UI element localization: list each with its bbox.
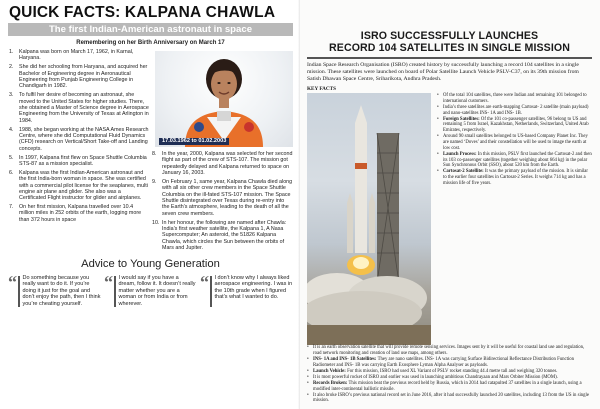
quote-mark-icon: “ bbox=[8, 271, 17, 292]
fact-text: Kalpana was the first Indian-American astronaut and the first India-born woman in space. She was certified with a commercial pilot license for the seaplanes, multi engine air plane and glider. She also was a Certificated Flight instructor for glider and airplanes. bbox=[19, 169, 148, 202]
fact-number: 1. bbox=[9, 49, 14, 55]
key-fact-item bbox=[307, 357, 592, 369]
fact-number: 2. bbox=[9, 64, 14, 71]
key-fact-text: This mission beat the previous record held by Russia, which in 2014 had catapulted 37 satellites in a single launch, using a modified inter-continental ballistic missile. bbox=[313, 380, 582, 392]
fact-number: 4. bbox=[9, 126, 14, 133]
fact-text: 1988, she began working at the NASA Ames Research Centre, where she did Computational Fluid Dynamics (CFD) research on Vertical/Short Take-off and Landing concepts. bbox=[19, 126, 149, 152]
quote-divider bbox=[114, 276, 116, 308]
fact-text: On her first mission, Kalpana travelled over 10.4 million miles in 252 orbits of the earth, logging more than 372 hours in space bbox=[19, 204, 142, 223]
fact-item bbox=[8, 92, 149, 124]
quote-mark-icon: “ bbox=[200, 271, 209, 292]
fact-item bbox=[8, 204, 149, 223]
fact-text: On February 1, same year, Kalpana Chawla died along with all six other crew members in the Space Shuttle Columbia on the ill-fated STS-107 mission. The Space Shuttle disintegrated over Texas during re-entry into the Earth’s atmosphere, leading to the death of all the seven crew members. bbox=[162, 178, 293, 217]
key-fact-item bbox=[307, 369, 592, 375]
right-page bbox=[300, 0, 600, 409]
key-fact-item bbox=[437, 105, 592, 117]
facts-column-a bbox=[8, 49, 149, 254]
key-fact-text: It was the primary payload of the mission. It is similar to the earlier four satellites in Cartosat-2 Series. It weighs 714 kg and has a mission life of five years. bbox=[443, 169, 588, 186]
key-fact-item bbox=[307, 345, 592, 357]
subtitle-banner: The first Indian-American astronaut in space bbox=[8, 23, 293, 36]
fact-item bbox=[8, 155, 149, 168]
key-fact-label: Cartosat-2 Satellite: bbox=[443, 169, 484, 175]
rocket-launch-photo bbox=[307, 93, 431, 345]
key-fact-item bbox=[307, 375, 592, 381]
fact-text: In her honour, the following are named after Chawla: India’s first weather satellite, the Kalpana 1, A Nasa Supercomputer; An asteroid, the 51826 Kalpana Chawla, which circles the Sun between the orbits of Mars and Jupiter. bbox=[162, 219, 287, 251]
quote-mark-icon: “ bbox=[104, 271, 113, 292]
key-fact-item bbox=[437, 134, 592, 151]
key-fact-text: India’s three satellites are earth-mapping Cartosat- 2 satellite (main payload) and nano-satellites INS- 1A and INS- 1B. bbox=[443, 104, 589, 116]
fact-number: 6. bbox=[9, 169, 14, 176]
isro-headline bbox=[307, 30, 592, 54]
key-fact-label: Launch Process: bbox=[443, 151, 477, 157]
fact-number: 8. bbox=[152, 151, 157, 157]
facts-column-b bbox=[151, 49, 293, 254]
fact-item bbox=[8, 170, 149, 202]
key-fact-text: It is an earth observation satellite that will provide remote sensing services. Images sent by it will be useful for coastal land use and regulation, road network monitoring and creation of land use maps, among others. bbox=[313, 345, 585, 356]
key-fact-text: Of the 101 co-passenger satellites, 96 belong to US and remaining 5 from Israel, Kazakhstan, Netherlands, Switzerland, United Arab Emirates, respectively. bbox=[443, 116, 589, 134]
key-fact-item bbox=[307, 381, 592, 393]
headline-rule bbox=[307, 57, 592, 59]
key-facts-full-list bbox=[307, 345, 592, 404]
rocket-launch-illustration bbox=[307, 93, 431, 345]
quote-divider bbox=[18, 276, 20, 308]
quote-text: Do something because you really want to do it. If you’re doing it just for the goal and don’t enjoy the path, then I think you’re cheating yourself. bbox=[22, 274, 101, 307]
key-fact-text: Of the total 104 satellites, three were Indian and remaining 101 belonged to international customers. bbox=[443, 93, 587, 104]
key-facts-side-list bbox=[431, 93, 592, 345]
fact-item bbox=[8, 49, 149, 62]
facts-list-a bbox=[8, 49, 149, 223]
quote-block bbox=[8, 271, 101, 308]
key-facts-heading: KEY FACTS bbox=[307, 86, 336, 93]
fact-text: Kalpana was born on March 17, 1962, in Karnal, Haryana. bbox=[19, 49, 134, 62]
key-fact-text: Around 90 small satellites belonged to US-based Company Planet Inc. They are named ‘Doves’ and their constellation will be used to image the earth at low cost. bbox=[443, 134, 588, 151]
facts-list-b bbox=[151, 151, 293, 251]
key-fact-item bbox=[437, 117, 592, 134]
key-fact-label: INS- 1A and INS- 1B Satellites: bbox=[313, 356, 377, 362]
key-fact-text: They are nano satellites. INS- 1A was carrying Surface Bidirectional Reflectance Distribution Function Radiometer and INS- 1B was carrying Earth Exosphere Lyman Alpha Analyser as payloads. bbox=[313, 356, 574, 368]
facts-top-area bbox=[8, 49, 293, 254]
headline-line-1: ISRO SUCCESSFULLY LAUNCHES bbox=[360, 30, 539, 42]
quote-text: I would say if you have a dream, follow it. It doesn’t really matter whether you are a woman or from India or from wherever. bbox=[118, 274, 196, 307]
fact-number: 10. bbox=[152, 219, 160, 226]
quote-block bbox=[104, 271, 197, 308]
key-fact-item bbox=[307, 393, 592, 405]
fact-number: 5. bbox=[9, 154, 14, 161]
quotes-row bbox=[8, 271, 293, 308]
headline-line-2: RECORD 104 SATELLITES IN SINGLE MISSION bbox=[329, 42, 570, 54]
key-fact-item bbox=[437, 152, 592, 169]
astronaut-portrait-illustration bbox=[155, 51, 293, 147]
fact-text: In the year, 2000, Kalpana was selected for her second flight as part of the crew of STS-107. The mission got repeatedly delayed and Kalpana returned to space on January 16, 2003. bbox=[162, 151, 293, 177]
fact-item bbox=[8, 127, 149, 152]
key-fact-text: It is most powerful rocket of ISRO and earlier was used in launching ambitious Chandrayaan and Mars Orbiter Mission (MOM). bbox=[313, 374, 558, 380]
quote-text: I don’t know why I always liked aerospace engineering. I was in the 10th grade when I figured that’s what I wanted to do. bbox=[214, 274, 293, 301]
key-fact-text: In this mission, PSLV first launched the Cartosat-2 and then its 103 co-passenger satellites (together weighing about 664 kg) in the polar Sun Synchronous Orbit (SSO), about 520 km from the Earth. bbox=[443, 151, 592, 169]
fact-text: To fulfil her desire of becoming an astronaut, she moved to the United States for higher studies. There, she obtained a Master of Science degree in Aerospace Engineering from the University of Texas at Arlington in 1984. bbox=[19, 92, 149, 124]
astronaut-photo bbox=[155, 51, 293, 147]
key-fact-text: It also broke ISRO’s previous national record set in June 2016, after it had successfully launched 20 satellites, including 13 from the US in single mission. bbox=[313, 392, 589, 404]
quote-divider bbox=[210, 276, 212, 308]
remember-line: Remembering on her Birth Anniversary on March 17 bbox=[76, 40, 225, 46]
title-name: KALPANA CHAWLA bbox=[124, 4, 276, 21]
fact-item bbox=[151, 179, 293, 217]
key-fact-label: Foreign Satellites: bbox=[443, 116, 480, 122]
key-fact-label: Launch Vehicle: bbox=[313, 368, 346, 374]
fact-number: 9. bbox=[152, 178, 157, 185]
quick-facts-title bbox=[9, 4, 293, 21]
key-fact-item bbox=[437, 93, 592, 105]
fact-text: In 1997, Kalpana first flew on Space Shuttle Columbia STS-87 as a mission specialist. bbox=[19, 154, 147, 167]
advice-heading: Advice to Young Generation bbox=[81, 257, 220, 270]
title-prefix: QUICK FACTS: bbox=[9, 4, 125, 21]
key-facts-area bbox=[307, 93, 592, 345]
key-fact-label: Records Broken: bbox=[313, 380, 348, 386]
fact-number: 3. bbox=[9, 92, 14, 99]
key-fact-text: For this mission, ISRO had used XL Variant of PSLV rocket standing 44.4 metre tall and weighing 320 tonnes. bbox=[345, 368, 558, 374]
fact-item bbox=[151, 151, 293, 176]
fact-number: 7. bbox=[9, 204, 14, 211]
quote-block bbox=[200, 271, 293, 308]
fact-item bbox=[8, 64, 149, 89]
fact-text: She did her schooling from Haryana, and acquired her Bachelor of Engineering degree in Aeronautical Engineering from Punjab Engineering College in Chandigarh in 1982. bbox=[19, 64, 148, 90]
fact-item bbox=[151, 220, 293, 252]
intro-paragraph: Indian Space Research Organisation (ISRO) created history by successfully launching a record 104 satellites in a single mission. These satellites were launched on board of Polar Satellite Launch Vehicle PSLV-C37, on its 39th mission from Satish Dhawan Space Centre, Sriharikota, Andhra Pradesh. bbox=[307, 61, 579, 82]
photo-caption: 17.03.1962 to 01.02.2003 bbox=[159, 138, 229, 145]
key-fact-item bbox=[437, 169, 592, 186]
